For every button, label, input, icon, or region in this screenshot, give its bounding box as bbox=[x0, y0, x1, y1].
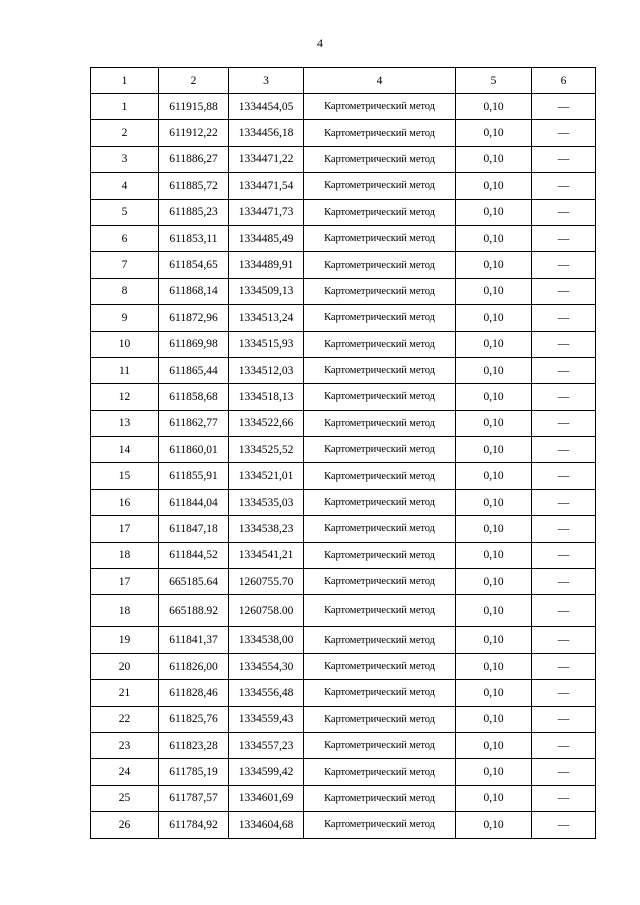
accuracy-cell: 0,10 bbox=[456, 463, 532, 489]
accuracy-cell: 0,10 bbox=[456, 384, 532, 410]
description-cell: — bbox=[532, 199, 596, 225]
accuracy-cell: 0,10 bbox=[456, 542, 532, 568]
method-cell: Картометрический метод bbox=[304, 732, 456, 758]
table-row bbox=[91, 706, 596, 732]
x-coordinate-cell: 611844,04 bbox=[159, 489, 229, 515]
table-body bbox=[91, 94, 596, 839]
description-cell: — bbox=[532, 463, 596, 489]
method-cell: Картометрический метод bbox=[304, 252, 456, 278]
x-coordinate-cell: 611847,18 bbox=[159, 516, 229, 542]
table-row bbox=[91, 785, 596, 811]
y-coordinate-cell: 1334601,69 bbox=[229, 785, 304, 811]
table-row bbox=[91, 252, 596, 278]
table-row bbox=[91, 653, 596, 679]
accuracy-cell: 0,10 bbox=[456, 785, 532, 811]
y-coordinate-cell: 1334541,21 bbox=[229, 542, 304, 568]
accuracy-cell: 0,10 bbox=[456, 812, 532, 838]
table-row bbox=[91, 489, 596, 515]
method-cell: Картометрический метод bbox=[304, 225, 456, 251]
method-cell: Картометрический метод bbox=[304, 627, 456, 653]
method-cell: Картометрический метод bbox=[304, 812, 456, 838]
point-number-cell: 8 bbox=[91, 278, 159, 304]
method-cell: Картометрический метод bbox=[304, 146, 456, 172]
table-row bbox=[91, 812, 596, 838]
accuracy-cell: 0,10 bbox=[456, 225, 532, 251]
accuracy-cell: 0,10 bbox=[456, 94, 532, 120]
y-coordinate-cell: 1334454,05 bbox=[229, 94, 304, 120]
y-coordinate-cell: 1334509,13 bbox=[229, 278, 304, 304]
method-cell: Картометрический метод bbox=[304, 680, 456, 706]
y-coordinate-cell: 1334485,49 bbox=[229, 225, 304, 251]
header-cell-3: 3 bbox=[229, 68, 304, 94]
description-cell: — bbox=[532, 732, 596, 758]
point-number-cell: 18 bbox=[91, 542, 159, 568]
header-cell-5: 5 bbox=[456, 68, 532, 94]
accuracy-cell: 0,10 bbox=[456, 199, 532, 225]
table-row bbox=[91, 680, 596, 706]
description-cell: — bbox=[532, 384, 596, 410]
table-row bbox=[91, 437, 596, 463]
y-coordinate-cell: 1334557,23 bbox=[229, 732, 304, 758]
accuracy-cell: 0,10 bbox=[456, 252, 532, 278]
y-coordinate-cell: 1260755.70 bbox=[229, 569, 304, 595]
x-coordinate-cell: 611823,28 bbox=[159, 732, 229, 758]
point-number-cell: 17 bbox=[91, 569, 159, 595]
method-cell: Картометрический метод bbox=[304, 305, 456, 331]
method-cell: Картометрический метод bbox=[304, 357, 456, 383]
accuracy-cell: 0,10 bbox=[456, 120, 532, 146]
description-cell: — bbox=[532, 759, 596, 785]
table-row bbox=[91, 516, 596, 542]
description-cell: — bbox=[532, 627, 596, 653]
method-cell: Картометрический метод bbox=[304, 653, 456, 679]
x-coordinate-cell: 611784,92 bbox=[159, 812, 229, 838]
y-coordinate-cell: 1334538,00 bbox=[229, 627, 304, 653]
method-cell: Картометрический метод bbox=[304, 278, 456, 304]
accuracy-cell: 0,10 bbox=[456, 489, 532, 515]
description-cell: — bbox=[532, 516, 596, 542]
x-coordinate-cell: 611828,46 bbox=[159, 680, 229, 706]
y-coordinate-cell: 1334538,23 bbox=[229, 516, 304, 542]
table-row bbox=[91, 595, 596, 627]
x-coordinate-cell: 611912,22 bbox=[159, 120, 229, 146]
x-coordinate-cell: 665185.64 bbox=[159, 569, 229, 595]
x-coordinate-cell: 611853,11 bbox=[159, 225, 229, 251]
table-row bbox=[91, 305, 596, 331]
table-row bbox=[91, 542, 596, 568]
x-coordinate-cell: 611825,76 bbox=[159, 706, 229, 732]
method-cell: Картометрический метод bbox=[304, 706, 456, 732]
point-number-cell: 24 bbox=[91, 759, 159, 785]
method-cell: Картометрический метод bbox=[304, 542, 456, 568]
x-coordinate-cell: 611885,23 bbox=[159, 199, 229, 225]
table-row bbox=[91, 94, 596, 120]
header-cell-1: 1 bbox=[91, 68, 159, 94]
method-cell: Картометрический метод bbox=[304, 569, 456, 595]
point-number-cell: 12 bbox=[91, 384, 159, 410]
description-cell: — bbox=[532, 278, 596, 304]
y-coordinate-cell: 1334518,13 bbox=[229, 384, 304, 410]
table-row bbox=[91, 569, 596, 595]
x-coordinate-cell: 611865,44 bbox=[159, 357, 229, 383]
accuracy-cell: 0,10 bbox=[456, 595, 532, 627]
table-row bbox=[91, 627, 596, 653]
x-coordinate-cell: 611858,68 bbox=[159, 384, 229, 410]
method-cell: Картометрический метод bbox=[304, 595, 456, 627]
accuracy-cell: 0,10 bbox=[456, 331, 532, 357]
accuracy-cell: 0,10 bbox=[456, 759, 532, 785]
description-cell: — bbox=[532, 706, 596, 732]
table-row bbox=[91, 120, 596, 146]
accuracy-cell: 0,10 bbox=[456, 706, 532, 732]
accuracy-cell: 0,10 bbox=[456, 146, 532, 172]
method-cell: Картометрический метод bbox=[304, 785, 456, 811]
table-row bbox=[91, 146, 596, 172]
accuracy-cell: 0,10 bbox=[456, 569, 532, 595]
x-coordinate-cell: 611785,19 bbox=[159, 759, 229, 785]
point-number-cell: 18 bbox=[91, 595, 159, 627]
y-coordinate-cell: 1260758.00 bbox=[229, 595, 304, 627]
x-coordinate-cell: 611844,52 bbox=[159, 542, 229, 568]
description-cell: — bbox=[532, 173, 596, 199]
accuracy-cell: 0,10 bbox=[456, 173, 532, 199]
description-cell: — bbox=[532, 653, 596, 679]
accuracy-cell: 0,10 bbox=[456, 653, 532, 679]
point-number-cell: 3 bbox=[91, 146, 159, 172]
method-cell: Картометрический метод bbox=[304, 489, 456, 515]
x-coordinate-cell: 611860,01 bbox=[159, 437, 229, 463]
point-number-cell: 15 bbox=[91, 463, 159, 489]
x-coordinate-cell: 665188.92 bbox=[159, 595, 229, 627]
method-cell: Картометрический метод bbox=[304, 384, 456, 410]
point-number-cell: 7 bbox=[91, 252, 159, 278]
coordinates-table bbox=[90, 67, 596, 839]
table-row bbox=[91, 463, 596, 489]
y-coordinate-cell: 1334513,24 bbox=[229, 305, 304, 331]
x-coordinate-cell: 611872,96 bbox=[159, 305, 229, 331]
x-coordinate-cell: 611855,91 bbox=[159, 463, 229, 489]
x-coordinate-cell: 611841,37 bbox=[159, 627, 229, 653]
accuracy-cell: 0,10 bbox=[456, 357, 532, 383]
method-cell: Картометрический метод bbox=[304, 199, 456, 225]
header-row bbox=[91, 68, 596, 94]
method-cell: Картометрический метод bbox=[304, 759, 456, 785]
description-cell: — bbox=[532, 785, 596, 811]
point-number-cell: 13 bbox=[91, 410, 159, 436]
description-cell: — bbox=[532, 225, 596, 251]
y-coordinate-cell: 1334522,66 bbox=[229, 410, 304, 436]
accuracy-cell: 0,10 bbox=[456, 278, 532, 304]
point-number-cell: 17 bbox=[91, 516, 159, 542]
description-cell: — bbox=[532, 680, 596, 706]
description-cell: — bbox=[532, 146, 596, 172]
point-number-cell: 16 bbox=[91, 489, 159, 515]
y-coordinate-cell: 1334471,22 bbox=[229, 146, 304, 172]
x-coordinate-cell: 611886,27 bbox=[159, 146, 229, 172]
table-row bbox=[91, 199, 596, 225]
x-coordinate-cell: 611885,72 bbox=[159, 173, 229, 199]
y-coordinate-cell: 1334599,42 bbox=[229, 759, 304, 785]
table-row bbox=[91, 357, 596, 383]
x-coordinate-cell: 611787,57 bbox=[159, 785, 229, 811]
point-number-cell: 10 bbox=[91, 331, 159, 357]
y-coordinate-cell: 1334521,01 bbox=[229, 463, 304, 489]
y-coordinate-cell: 1334512,03 bbox=[229, 357, 304, 383]
y-coordinate-cell: 1334556,48 bbox=[229, 680, 304, 706]
y-coordinate-cell: 1334554,30 bbox=[229, 653, 304, 679]
y-coordinate-cell: 1334559,43 bbox=[229, 706, 304, 732]
accuracy-cell: 0,10 bbox=[456, 680, 532, 706]
point-number-cell: 21 bbox=[91, 680, 159, 706]
accuracy-cell: 0,10 bbox=[456, 516, 532, 542]
point-number-cell: 2 bbox=[91, 120, 159, 146]
y-coordinate-cell: 1334471,54 bbox=[229, 173, 304, 199]
method-cell: Картометрический метод bbox=[304, 331, 456, 357]
y-coordinate-cell: 1334604,68 bbox=[229, 812, 304, 838]
y-coordinate-cell: 1334489,91 bbox=[229, 252, 304, 278]
point-number-cell: 25 bbox=[91, 785, 159, 811]
table-row bbox=[91, 331, 596, 357]
description-cell: — bbox=[532, 94, 596, 120]
accuracy-cell: 0,10 bbox=[456, 732, 532, 758]
method-cell: Картометрический метод bbox=[304, 463, 456, 489]
accuracy-cell: 0,10 bbox=[456, 627, 532, 653]
header-cell-6: 6 bbox=[532, 68, 596, 94]
header-cell-4: 4 bbox=[304, 68, 456, 94]
y-coordinate-cell: 1334515,93 bbox=[229, 331, 304, 357]
x-coordinate-cell: 611915,88 bbox=[159, 94, 229, 120]
point-number-cell: 19 bbox=[91, 627, 159, 653]
description-cell: — bbox=[532, 305, 596, 331]
point-number-cell: 11 bbox=[91, 357, 159, 383]
x-coordinate-cell: 611854,65 bbox=[159, 252, 229, 278]
accuracy-cell: 0,10 bbox=[456, 305, 532, 331]
point-number-cell: 9 bbox=[91, 305, 159, 331]
point-number-cell: 4 bbox=[91, 173, 159, 199]
point-number-cell: 26 bbox=[91, 812, 159, 838]
table-row bbox=[91, 384, 596, 410]
table-row bbox=[91, 410, 596, 436]
description-cell: — bbox=[532, 437, 596, 463]
table-row bbox=[91, 759, 596, 785]
x-coordinate-cell: 611826,00 bbox=[159, 653, 229, 679]
description-cell: — bbox=[532, 489, 596, 515]
description-cell: — bbox=[532, 357, 596, 383]
method-cell: Картометрический метод bbox=[304, 516, 456, 542]
method-cell: Картометрический метод bbox=[304, 410, 456, 436]
point-number-cell: 23 bbox=[91, 732, 159, 758]
description-cell: — bbox=[532, 252, 596, 278]
accuracy-cell: 0,10 bbox=[456, 437, 532, 463]
description-cell: — bbox=[532, 410, 596, 436]
method-cell: Картометрический метод bbox=[304, 173, 456, 199]
point-number-cell: 14 bbox=[91, 437, 159, 463]
accuracy-cell: 0,10 bbox=[456, 410, 532, 436]
table-row bbox=[91, 173, 596, 199]
point-number-cell: 5 bbox=[91, 199, 159, 225]
point-number-cell: 20 bbox=[91, 653, 159, 679]
method-cell: Картометрический метод bbox=[304, 120, 456, 146]
description-cell: — bbox=[532, 542, 596, 568]
table-header bbox=[91, 68, 596, 94]
x-coordinate-cell: 611862,77 bbox=[159, 410, 229, 436]
method-cell: Картометрический метод bbox=[304, 437, 456, 463]
description-cell: — bbox=[532, 331, 596, 357]
table-row bbox=[91, 278, 596, 304]
y-coordinate-cell: 1334471,73 bbox=[229, 199, 304, 225]
y-coordinate-cell: 1334456,18 bbox=[229, 120, 304, 146]
point-number-cell: 22 bbox=[91, 706, 159, 732]
header-cell-2: 2 bbox=[159, 68, 229, 94]
y-coordinate-cell: 1334535,03 bbox=[229, 489, 304, 515]
table-row bbox=[91, 225, 596, 251]
y-coordinate-cell: 1334525,52 bbox=[229, 437, 304, 463]
point-number-cell: 1 bbox=[91, 94, 159, 120]
table-row bbox=[91, 732, 596, 758]
description-cell: — bbox=[532, 120, 596, 146]
description-cell: — bbox=[532, 569, 596, 595]
method-cell: Картометрический метод bbox=[304, 94, 456, 120]
page-number: 4 bbox=[317, 36, 323, 50]
point-number-cell: 6 bbox=[91, 225, 159, 251]
x-coordinate-cell: 611869,98 bbox=[159, 331, 229, 357]
description-cell: — bbox=[532, 595, 596, 627]
description-cell: — bbox=[532, 812, 596, 838]
x-coordinate-cell: 611868,14 bbox=[159, 278, 229, 304]
